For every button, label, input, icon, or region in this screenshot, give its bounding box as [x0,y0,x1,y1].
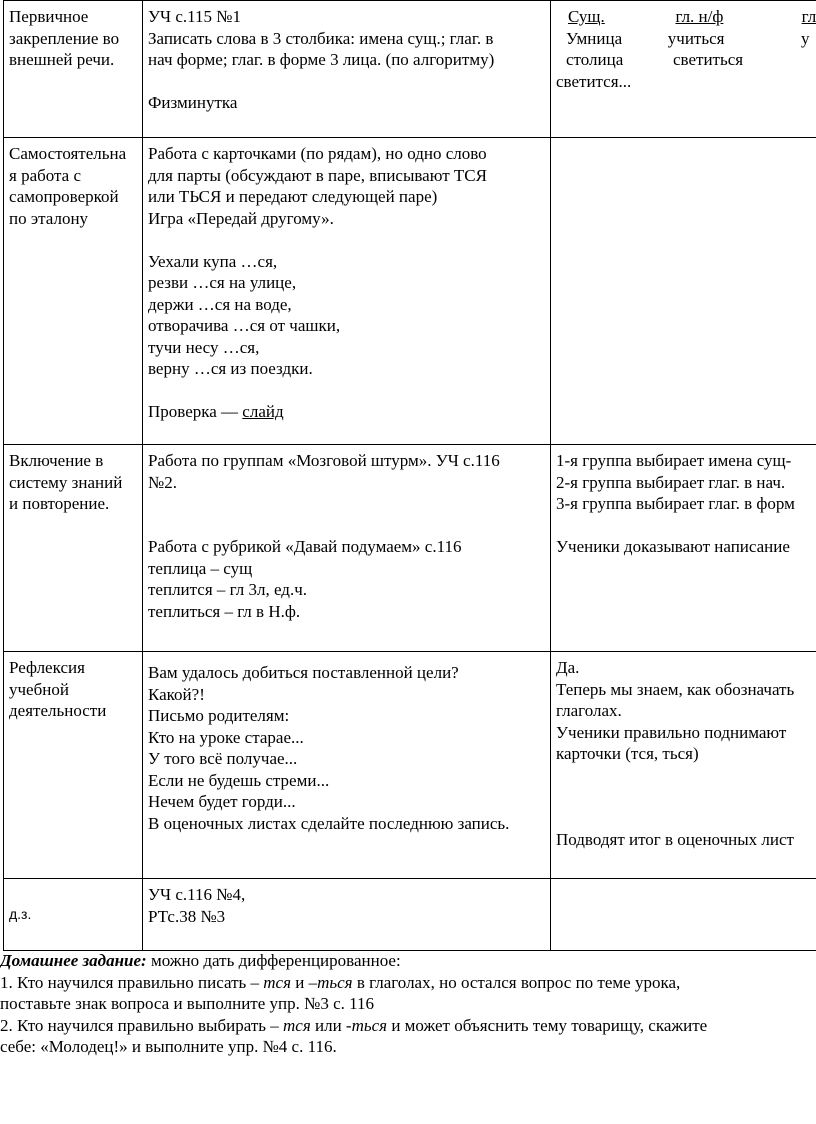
table-row [4,445,816,652]
students-cell: Да. Теперь мы знаем, как обозначать глаголах. Ученики правильно поднимают карточки (тся, ться) Подводят итог в оценочных лист [551,652,816,879]
slide-link[interactable]: слайд [242,402,284,421]
stage-cell: Самостоятельна я работа с самопроверкой по эталону [4,138,143,445]
table-row [4,1,816,138]
lesson-table [3,0,816,951]
activity-cell: УЧ с.116 №4, РТс.38 №3 [143,879,551,951]
stage-cell: Первичное закрепление во внешней речи. [4,1,143,138]
table-row [4,138,816,445]
word-columns-row: столица светиться [566,50,744,69]
stage-cell: Рефлексия учебной деятельности [4,652,143,879]
homework-item-2: 2. Кто научился правильно выбирать – тся или -ться и может объяснить тему товарищу, скажите [0,1015,708,1035]
table-row [4,652,816,879]
students-cell: Сущ. гл. н/ф гл Умница учиться у столица светиться светится... [551,1,816,138]
homework-item-1: 1. Кто научился правильно писать – тся и –ться в глаголах, но остался вопрос по теме урока, [0,972,681,992]
homework-heading: Домашнее задание: можно дать дифференцированное: [0,951,401,970]
word-columns-header: Сущ. гл. н/ф гл [568,7,816,26]
stage-cell: д.з. [4,879,143,951]
check-line: Проверка — слайд [148,402,284,421]
activity-cell: УЧ с.115 №1 Записать слова в 3 столбика: имена сущ.; глаг. в нач форме; глаг. в форме 3 лица. (по алгоритму) Физминутка [143,1,551,138]
students-cell [551,879,816,951]
students-cell: 1-я группа выбирает имена сущ- 2-я группа выбирает глаг. в нач. 3-я группа выбирает глаг. в форм Ученики доказывают написание [551,445,816,652]
activity-cell: Работа с карточками (по рядам), но одно слово для парты (обсуждают в паре, вписывают ТСЯ или ТЬСЯ и передают следующей паре) Игра «Передай другому». Уехали купа …ся, резви …ся на улице, держи …ся на воде, отворачива …ся от чашки, тучи несу …ся, верну …ся из поездки. Проверка — слайд [143,138,551,445]
students-cell [551,138,816,445]
homework-section: Домашнее задание: можно дать дифференцированное: 1. Кто научился правильно писать – тся и –ться в глаголах, но остался вопрос по теме урока, поставьте знак вопроса и выполните упр. №3 с. 116 2. Кто научился правильно выбирать – тся или -ться и может объяснить тему товарищу, скажите себе: «Молодец!» и выполните упр. №4 с. 116. [0,950,816,1058]
stage-cell: Включение в систему знаний и повторение. [4,445,143,652]
activity-cell: Вам удалось добиться поставленной цели? Какой?! Письмо родителям: Кто на уроке старае... У того всё получае... Если не будешь стреми... Нечем будет горди... В оценочных листах сделайте последнюю запись. [143,652,551,879]
activity-cell: Работа по группам «Мозговой штурм». УЧ с.116 №2. Работа с рубрикой «Давай подумаем» с.116 теплица – сущ теплится – гл 3л, ед.ч. теплиться – гл в Н.ф. [143,445,551,652]
table-row [4,879,816,951]
word-columns-row: Умница учиться у [566,28,810,48]
